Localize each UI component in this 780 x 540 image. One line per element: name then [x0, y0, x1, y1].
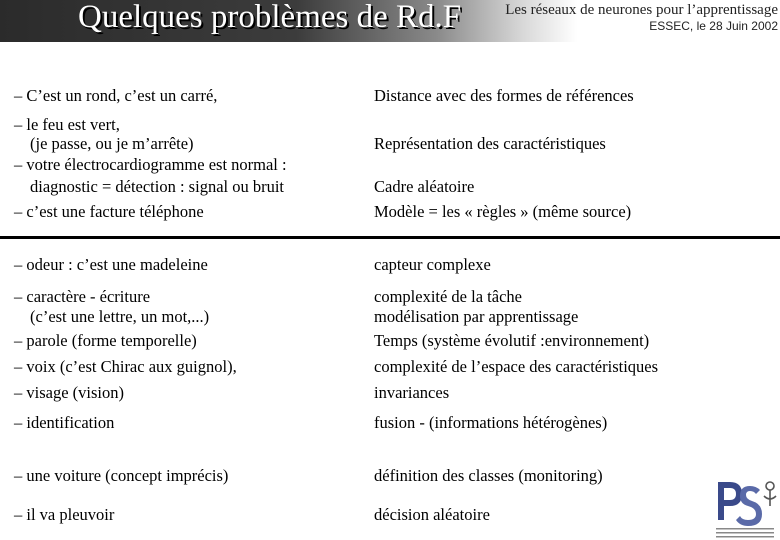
slide-title: Quelques problèmes de Rd.F	[78, 0, 462, 35]
right-item-representation: Représentation des caractéristiques	[374, 134, 606, 153]
right-item-temps: Temps (système évolutif :environnement)	[374, 331, 650, 350]
right-item-capteur: capteur complexe	[374, 255, 491, 274]
right-item-complexite-espace: complexité de l’espace des caractéristiques	[374, 357, 659, 376]
right-item-decision: décision aléatoire	[374, 505, 490, 524]
slide-date: ESSEC, le 28 Juin 2002	[649, 19, 778, 33]
left-item-caractere-detail: (c’est une lettre, un mot,...)	[30, 307, 210, 326]
left-item-parole: – parole (forme temporelle)	[14, 331, 197, 350]
right-item-distance: Distance avec des formes de références	[374, 86, 634, 105]
left-item-voix: – voix (c’est Chirac aux guignol),	[14, 357, 237, 376]
left-item-odeur: – odeur : c’est une madeleine	[14, 255, 208, 274]
left-item-facture: – c’est une facture téléphone	[14, 202, 204, 221]
left-item-ecg-detail: diagnostic = détection : signal ou bruit	[30, 177, 285, 196]
right-item-cadre: Cadre aléatoire	[374, 177, 475, 196]
psi-logo-icon	[712, 476, 778, 538]
right-item-fusion: fusion - (informations hétérogènes)	[374, 413, 608, 432]
left-item-feu: – le feu est vert,	[14, 115, 120, 134]
left-item-pleuvoir: – il va pleuvoir	[14, 505, 115, 524]
left-item-rond: – C’est un rond, c’est un carré,	[14, 86, 218, 105]
slide-subtitle: Les réseaux de neurones pour l’apprentissage	[505, 2, 778, 18]
right-item-definition: définition des classes (monitoring)	[374, 466, 603, 485]
right-item-modele: Modèle = les « règles » (même source)	[374, 202, 632, 221]
right-item-complexite-tache: complexité de la tâche	[374, 287, 522, 306]
left-item-feu-detail: (je passe, ou je m’arrête)	[30, 134, 194, 153]
left-item-identification: – identification	[14, 413, 115, 432]
left-item-caractere: – caractère - écriture	[14, 287, 151, 306]
left-item-ecg: – votre électrocardiogramme est normal :	[14, 155, 287, 174]
section-divider	[0, 236, 780, 239]
right-item-modelisation: modélisation par apprentissage	[374, 307, 579, 326]
left-item-voiture: – une voiture (concept imprécis)	[14, 466, 229, 485]
left-item-visage: – visage (vision)	[14, 383, 124, 402]
right-item-invariances: invariances	[374, 383, 450, 402]
